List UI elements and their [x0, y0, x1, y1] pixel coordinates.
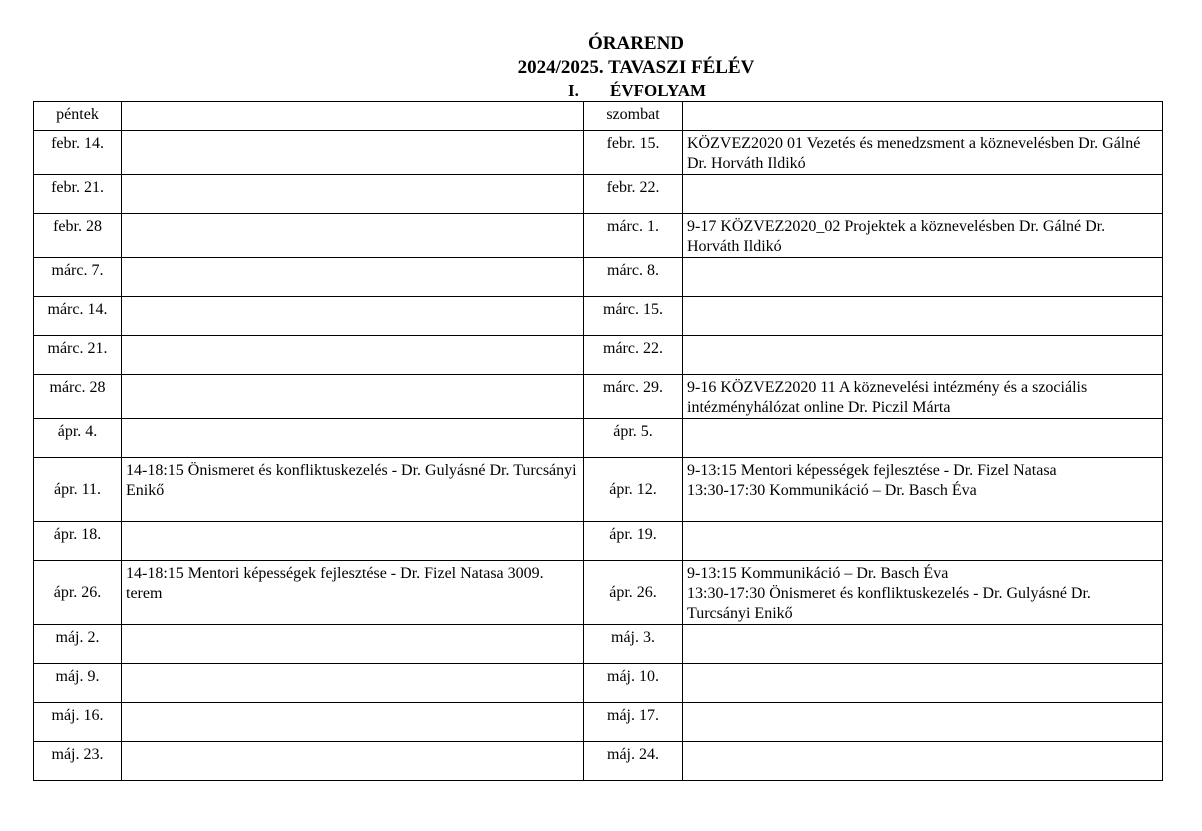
friday-content-cell: [122, 214, 584, 258]
saturday-date-cell: ápr. 5.: [584, 419, 683, 458]
saturday-content-cell: [683, 664, 1163, 703]
saturday-content-cell: [683, 742, 1163, 781]
friday-date-cell: febr. 28: [34, 214, 122, 258]
friday-date-cell: máj. 23.: [34, 742, 122, 781]
saturday-date-cell: márc. 8.: [584, 258, 683, 297]
friday-date-cell: máj. 16.: [34, 703, 122, 742]
saturday-content-cell: [683, 458, 1163, 522]
saturday-content-cell: [683, 297, 1163, 336]
table-row: [34, 175, 1163, 214]
friday-content-cell: [122, 297, 584, 336]
table-row: [34, 131, 1163, 175]
saturday-date-cell: máj. 3.: [584, 625, 683, 664]
friday-content-cell: [122, 131, 584, 175]
friday-date-cell: ápr. 26.: [34, 561, 122, 625]
saturday-date-cell: márc. 15.: [584, 297, 683, 336]
saturday-date-cell: ápr. 12.: [584, 458, 683, 522]
page-title: ÓRAREND: [587, 33, 685, 54]
saturday-date-cell: ápr. 19.: [584, 522, 683, 561]
friday-content-cell: [122, 625, 584, 664]
schedule-table: [33, 101, 1163, 781]
table-row: [34, 522, 1163, 561]
schedule-entry: 9-17 KÖZVEZ2020_02 Projektek a köznevelésben Dr. Gálné Dr. Horváth Ildikó: [687, 218, 1106, 255]
friday-date-cell: febr. 21.: [34, 175, 122, 214]
saturday-content-cell: [683, 522, 1163, 561]
friday-date-cell: márc. 14.: [34, 297, 122, 336]
column-header-saturday: szombat: [584, 102, 683, 131]
saturday-date-cell: febr. 22.: [584, 175, 683, 214]
table-row: [34, 625, 1163, 664]
semester-subtitle: 2024/2025. TAVASZI FÉLÉV: [517, 57, 755, 78]
schedule-entry: 13:30-17:30 Önismeret és konfliktuskezelés - Dr. Gulyásné Dr. Turcsányi Enikő: [687, 585, 1091, 622]
saturday-content-cell: [683, 703, 1163, 742]
friday-content-cell: [122, 742, 584, 781]
schedule-entry: 9-13:15 Kommunikáció – Dr. Basch Éva: [687, 565, 949, 582]
friday-content-cell: [122, 664, 584, 703]
saturday-content-cell: [683, 561, 1163, 625]
friday-date-cell: márc. 7.: [34, 258, 122, 297]
column-header-saturday-content: [683, 102, 1163, 131]
column-header-friday: péntek: [34, 102, 122, 131]
friday-date-cell: máj. 2.: [34, 625, 122, 664]
friday-content-cell: [122, 561, 584, 625]
saturday-date-cell: febr. 15.: [584, 131, 683, 175]
friday-content-cell: [122, 258, 584, 297]
saturday-content-cell: [683, 214, 1163, 258]
table-row: [34, 214, 1163, 258]
schedule-entry: 9-13:15 Mentori képességek fejlesztése - Dr. Fizel Natasa: [687, 462, 1057, 479]
table-row: [34, 458, 1163, 522]
table-row: [34, 419, 1163, 458]
table-row: [34, 336, 1163, 375]
table-row: [34, 561, 1163, 625]
saturday-date-cell: máj. 24.: [584, 742, 683, 781]
table-row: [34, 375, 1163, 419]
schedule-entry: 13:30-17:30 Kommunikáció – Dr. Basch Éva: [687, 482, 977, 499]
saturday-date-cell: márc. 1.: [584, 214, 683, 258]
friday-date-cell: febr. 14.: [34, 131, 122, 175]
year-label: ÉVFOLYAM: [610, 81, 707, 100]
saturday-date-cell: ápr. 26.: [584, 561, 683, 625]
saturday-date-cell: máj. 17.: [584, 703, 683, 742]
friday-content-cell: [122, 419, 584, 458]
saturday-content-cell: [683, 419, 1163, 458]
friday-date-cell: márc. 28: [34, 375, 122, 419]
table-header-row: [34, 102, 1163, 131]
schedule-entry: 14-18:15 Mentori képességek fejlesztése - Dr. Fizel Natasa 3009. terem: [126, 565, 544, 602]
column-header-friday-content: [122, 102, 584, 131]
friday-content-cell: [122, 375, 584, 419]
friday-content-cell: [122, 458, 584, 522]
friday-content-cell: [122, 175, 584, 214]
friday-date-cell: márc. 21.: [34, 336, 122, 375]
table-row: [34, 742, 1163, 781]
friday-content-cell: [122, 522, 584, 561]
table-row: [34, 664, 1163, 703]
friday-content-cell: [122, 703, 584, 742]
saturday-content-cell: [683, 336, 1163, 375]
schedule-entry: KÖZVEZ2020 01 Vezetés és menedzsment a köznevelésben Dr. Gálné Dr. Horváth Ildikó: [687, 135, 1141, 172]
friday-date-cell: ápr. 11.: [34, 458, 122, 522]
table-row: [34, 703, 1163, 742]
saturday-date-cell: márc. 29.: [584, 375, 683, 419]
year-roman: I.: [568, 81, 579, 100]
friday-content-cell: [122, 336, 584, 375]
table-row: [34, 297, 1163, 336]
saturday-content-cell: [683, 625, 1163, 664]
table-row: [34, 258, 1163, 297]
saturday-date-cell: máj. 10.: [584, 664, 683, 703]
friday-date-cell: máj. 9.: [34, 664, 122, 703]
schedule-entry: 14-18:15 Önismeret és konfliktuskezelés - Dr. Gulyásné Dr. Turcsányi Enikő: [126, 462, 577, 499]
saturday-content-cell: [683, 258, 1163, 297]
saturday-content-cell: [683, 375, 1163, 419]
schedule-entry: 9-16 KÖZVEZ2020 11 A köznevelési intézmény és a szociális intézményhálózat online Dr. Piczil Márta: [687, 379, 1088, 416]
friday-date-cell: ápr. 18.: [34, 522, 122, 561]
saturday-content-cell: [683, 131, 1163, 175]
friday-date-cell: ápr. 4.: [34, 419, 122, 458]
saturday-date-cell: márc. 22.: [584, 336, 683, 375]
year-heading: [568, 81, 706, 101]
saturday-content-cell: [683, 175, 1163, 214]
